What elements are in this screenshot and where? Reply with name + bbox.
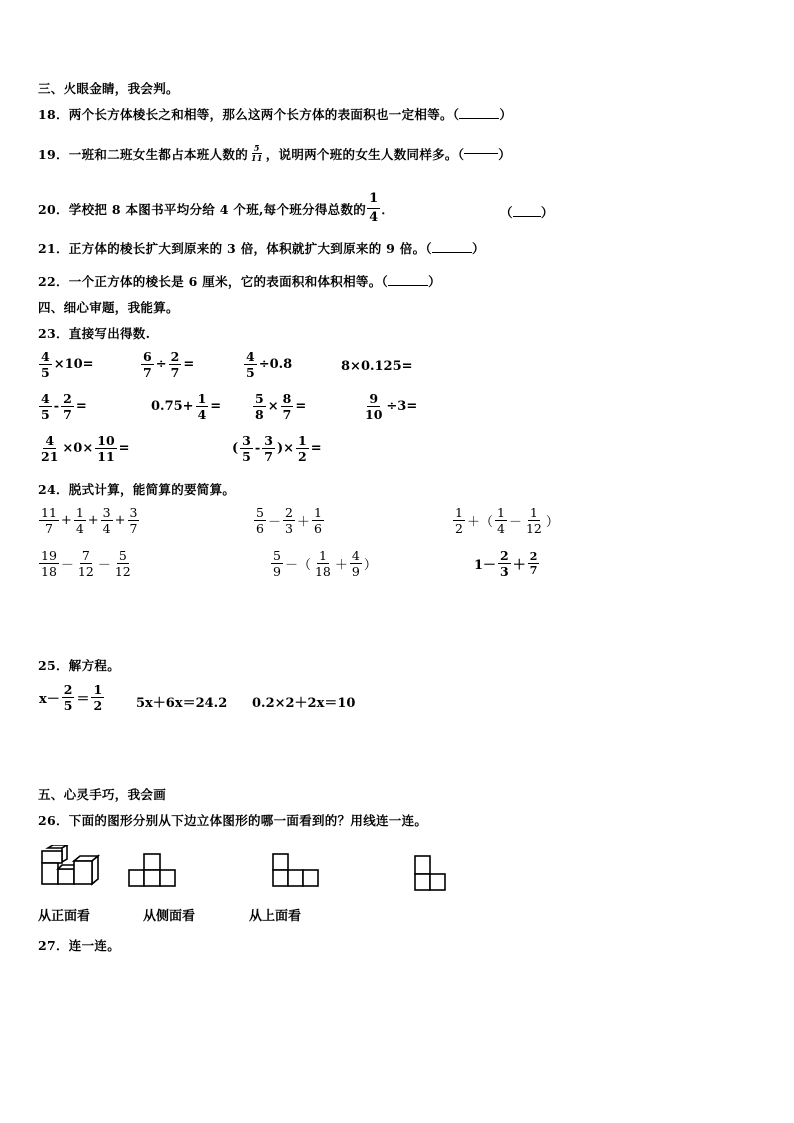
question-18-text: 18．两个长方体棱长之和相等，那么这两个长方体的表面积也一定相等。（ [38,107,460,122]
fraction: $\frac{5}{12}$ [114,548,131,579]
question-21 [38,239,485,257]
section-3-title: 三、火眼金睛，我会判。 [38,81,179,96]
answer-blank[interactable] [432,252,472,253]
section-5-title: 五、心灵手巧，我会画 [38,787,167,802]
operator: ＋ [512,558,526,573]
fraction: $\frac{3}{4}$ [102,505,111,536]
operator: + [60,513,72,528]
question-21-text: 21．正方体的棱长扩大到原来的 3 倍，体积就扩大到原来的 9 倍。（ [38,241,432,256]
operator: －（ [284,558,311,573]
fraction: $\frac{2}{7}$ [529,550,538,577]
equation-25-b: 5x＋6x＝24.2 [136,696,228,711]
caption-top-view: 从上面看 [249,909,302,924]
fraction: $\frac{1}{4}$ [197,391,207,422]
expression-text: 0.75+ [151,399,194,414]
fraction: $\frac{19}{18}$ [41,548,57,579]
question-27-title: 27．连一连。 [38,938,120,953]
fraction: $\frac{11}{7}$ [41,505,57,536]
operator: ＋（ [466,515,493,530]
operator: - [254,441,261,456]
paren-close: ） [499,107,513,122]
question-20-text-b: ． [381,201,395,217]
fraction: $\frac{1}{4}$ [75,505,84,536]
question-19-text-a: 19．一班和二班女生都占本班人数的 [38,146,248,162]
operator: ） [363,558,377,573]
expression-text: ×0× [62,441,94,456]
question-22-text: 22．一个正方体的棱长是 6 厘米，它的表面积和体积相等。（ [38,274,389,289]
calc-24-d [38,548,134,579]
operator: = [75,399,87,414]
fraction: $\frac{9}{10}$ [365,391,383,422]
fraction: $\frac{1}{18}$ [314,548,331,579]
fraction: $\frac{1}{2}$ [455,505,463,536]
expression-text: ×10= [53,357,94,372]
calc-24-a [38,505,140,536]
question-25-title: 25．解方程。 [38,658,120,673]
equation-25-c: 0.2×2＋2x＝10 [252,696,356,711]
operator: = [295,399,307,414]
question-22 [38,272,441,290]
fraction: $\frac{1}{2}$ [93,682,103,713]
answer-blank[interactable] [388,285,428,286]
fraction: $\frac{1}{6}$ [313,505,322,536]
operator: ( [232,441,239,456]
paren-close: ） [540,205,554,220]
fraction: $\frac{10}{11}$ [97,433,115,464]
calc-23-i [38,433,131,464]
question-19-text-b: ，说明两个班的女生人数同样多。（ [265,146,465,162]
calc-23-j [231,433,323,464]
view-shape-1 [128,853,176,889]
equation-25-a [38,682,105,713]
operator: ） [545,515,559,530]
fraction: $\frac{4}{5}$ [41,391,50,422]
fraction: $\frac{5}{11}$ [251,143,263,163]
operator: － [97,558,111,573]
operator: + [87,513,99,528]
cube-solid-figure [38,845,100,889]
fraction: $\frac{2}{3}$ [284,505,293,536]
fraction: $\frac{2}{3}$ [500,548,509,579]
operator: － [508,515,522,530]
fraction: $\frac{2}{7}$ [170,349,180,380]
operator: ＝ [76,692,90,707]
fraction: $\frac{2}{7}$ [63,391,72,422]
fraction: $\frac{1}{12}$ [525,505,542,536]
fraction: $\frac{5}{9}$ [273,548,281,579]
operator: × [267,399,279,414]
fraction: $\frac{4}{5}$ [41,349,50,380]
fraction: $\frac{3}{5}$ [242,433,251,464]
question-24-title: 24．脱式计算，能简算的要简算。 [38,482,236,497]
operator: = [118,441,130,456]
expression-text: ÷3= [386,399,418,414]
operator: ＋ [334,558,348,573]
question-20 [38,190,394,227]
operator: = [310,441,322,456]
fraction: $\frac{4}{9}$ [351,548,360,579]
calc-24-b [253,505,325,536]
question-19 [38,144,511,163]
calc-23-c [243,349,293,380]
question-26-title: 26．下面的图形分别从下边立体图形的哪一面看到的？用线连一连。 [38,813,428,828]
fraction: $\frac{5}{6}$ [256,505,264,536]
calc-23-e [38,391,88,422]
calc-24-e [270,548,378,579]
operator: ÷ [155,357,167,372]
operator: = [210,399,222,414]
paren-open: （ [500,205,513,220]
fraction: $\frac{6}{7}$ [143,349,152,380]
expression-text: 1－ [474,558,497,573]
expression-text: 8×0.125= [341,359,413,374]
operator: － [60,558,74,573]
question-20-answer [500,203,554,221]
expression-text: x－ [39,692,60,707]
fraction: $\frac{1}{4}$ [369,191,379,225]
operator: )× [276,441,295,456]
calc-23-b [140,349,195,380]
operator: － [267,515,281,530]
fraction: $\frac{1}{4}$ [496,505,505,536]
fraction: $\frac{5}{8}$ [255,391,264,422]
fraction: $\frac{3}{7}$ [264,433,273,464]
question-18 [38,105,512,123]
calc-24-c [452,505,560,536]
expression-text: ÷0.8 [258,357,293,372]
answer-blank[interactable] [513,216,541,217]
paren-close: ） [471,241,485,256]
fraction: $\frac{8}{7}$ [282,391,292,422]
operator: + [114,513,126,528]
answer-blank[interactable] [464,153,498,154]
fraction: $\frac{1}{2}$ [298,433,307,464]
calc-24-f [473,548,540,579]
fraction: $\frac{2}{5}$ [63,682,73,713]
question-20-text-a: 20．学校把 8 本图书平均分给 4 个班,每个班分得总数的 [38,201,367,217]
caption-front-view: 从正面看 [38,909,91,924]
paren-close: ） [498,146,512,162]
view-shape-2 [272,853,320,889]
calc-23-a [38,349,95,380]
operator: - [53,399,60,414]
fraction: $\frac{3}{7}$ [129,505,138,536]
operator: ＋ [296,515,310,530]
calc-23-g [252,391,307,422]
fraction: $\frac{4}{21}$ [41,433,59,464]
paren-close: ） [428,274,441,289]
question-23-title: 23．直接写出得数. [38,326,151,341]
section-4-title: 四、细心审题，我能算。 [38,300,179,315]
fraction: $\frac{4}{5}$ [246,349,255,380]
fraction: $\frac{7}{12}$ [77,548,94,579]
operator: = [183,357,195,372]
view-shape-3 [414,853,448,893]
calc-23-f [150,391,222,422]
caption-side-view: 从侧面看 [143,909,196,924]
calc-23-h [362,391,418,422]
answer-blank[interactable] [459,118,499,119]
calc-23-d [340,359,414,374]
